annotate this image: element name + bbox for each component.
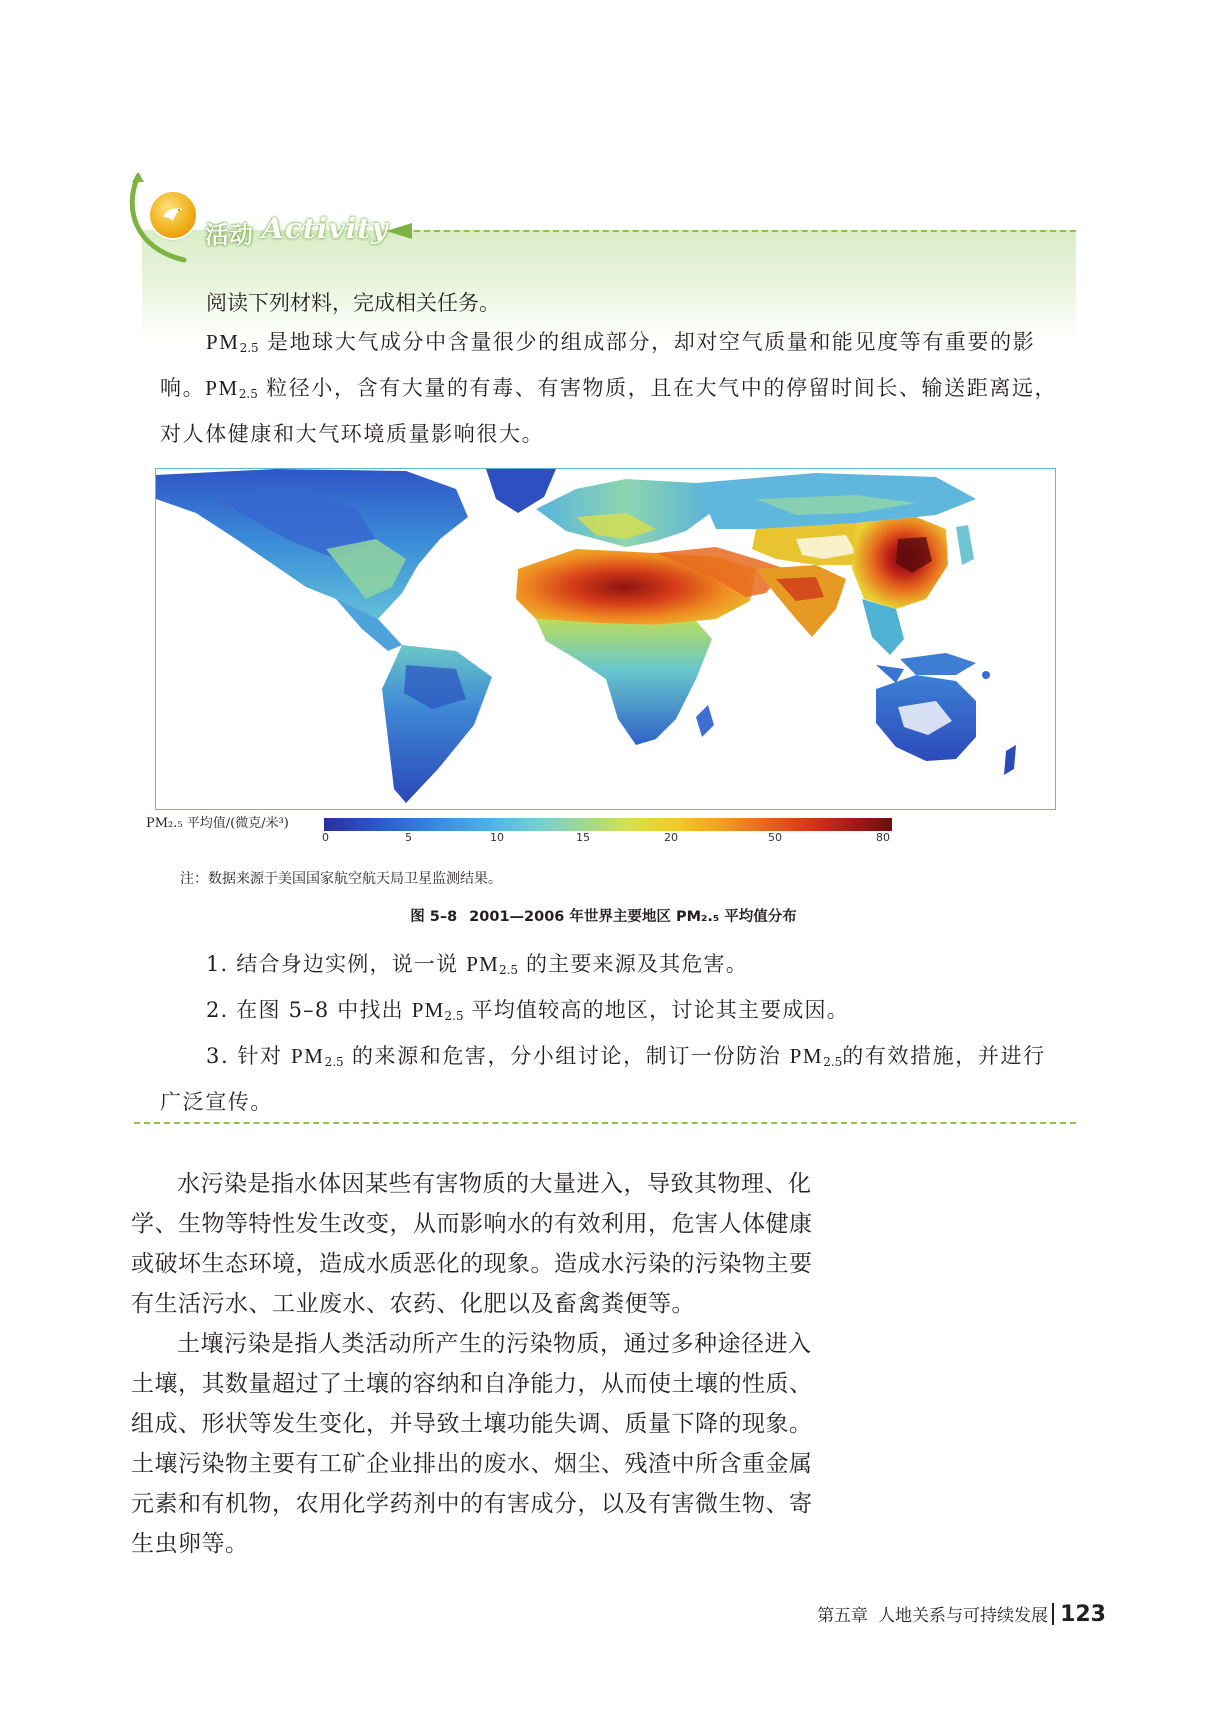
page-number: 123 — [1060, 1602, 1106, 1627]
world-pm25-map — [155, 468, 1056, 810]
main-text — [131, 1164, 827, 1564]
legend-tick: 15 — [576, 831, 590, 844]
legend-tick: 5 — [405, 831, 412, 844]
pm-subscript: 2.5 — [239, 341, 259, 355]
pm-label: PM — [411, 998, 445, 1022]
pm-label: PM — [206, 330, 240, 354]
task-text: 1. 结合身边实例，说一说 — [206, 952, 459, 976]
figure-note: 注：数据来源于美国国家航空航天局卫星监测结果。 — [180, 871, 502, 887]
task-text: 的有效措施，并进行广泛宣传。 — [160, 1044, 1046, 1114]
pm-label: PM — [789, 1044, 824, 1068]
footer-separator — [1052, 1603, 1054, 1625]
pm-label: PM — [466, 952, 499, 976]
activity-intro: 阅读下列材料，完成相关任务。 — [206, 291, 500, 315]
task-text: 的来源和危害，分小组讨论，制订一份防治 — [351, 1044, 782, 1068]
pm-subscript: 2.5 — [238, 387, 258, 401]
legend-tick: 20 — [664, 831, 678, 844]
chapter-number: 第五章 — [817, 1606, 869, 1626]
chapter-title: 人地关系与可持续发展 — [878, 1606, 1049, 1626]
legend-tick: 10 — [490, 831, 504, 844]
legend-colorbar — [324, 818, 892, 831]
paragraph-part-a: 是地球大气成分中含量很少的组成部分，却对空气质量和能见度等有重要的影响。 — [160, 330, 1036, 400]
figure-number: 图 5–8 — [410, 909, 458, 925]
figure-caption-text: 2001—2006 年世界主要地区 PM₂.₅ 平均值分布 — [469, 909, 797, 925]
task-text: 2. 在图 5–8 中找出 — [206, 998, 404, 1022]
activity-subtitle: Activity — [262, 212, 389, 245]
activity-arrow-icon — [386, 223, 412, 239]
pm-subscript: 2.5 — [324, 1055, 344, 1069]
water-pollution-paragraph: 水污染是指水体因某些有害物质的大量进入，导致其物理、化学、生物等特性发生改变，从而影响水的有效利用，危害人体健康或破坏生态环境，造成水质恶化的现象。造成水污染的污染物主要有生活污水、工业废水、农药、化肥以及畜禽粪便等。 — [131, 1171, 813, 1317]
legend-tick: 50 — [768, 831, 782, 844]
activity-dove-icon — [150, 192, 196, 238]
activity-tasks — [160, 944, 1060, 1122]
pm-subscript: 2.5 — [444, 1009, 464, 1023]
activity-divider-bottom — [134, 1122, 1076, 1124]
activity-title: 活动 — [205, 221, 253, 249]
page-footer — [817, 1601, 1106, 1627]
task-item — [160, 1036, 1060, 1122]
pm-label: PM — [291, 1044, 325, 1068]
task-text: 平均值较高的地区，讨论其主要成因。 — [471, 998, 849, 1022]
world-map-graphic — [156, 469, 1055, 809]
task-text: 3. 针对 — [206, 1044, 283, 1068]
soil-pollution-paragraph: 土壤污染是指人类活动所产生的污染物质，通过多种途径进入土壤，其数量超过了土壤的容纳和自净能力，从而使土壤的性质、组成、形状等发生变化，并导致土壤功能失调、质量下降的现象。土壤污染物主要有工矿企业排出的废水、烟尘、残渣中所含重金属元素和有机物，农用化学药剂中的有害成分，以及有害微生物、寄生虫卵等。 — [131, 1331, 813, 1557]
pm-label: PM — [205, 376, 239, 400]
task-item — [160, 990, 1060, 1036]
task-item — [160, 944, 1060, 990]
figure-caption — [0, 905, 1207, 926]
legend-tick: 0 — [322, 831, 329, 844]
pm-subscript: 2.5 — [498, 963, 519, 977]
task-text: 的主要来源及其危害。 — [525, 952, 748, 976]
pm-subscript: 2.5 — [823, 1055, 843, 1069]
legend-title: PM₂.₅ 平均值/(微克/米³) — [146, 816, 289, 831]
legend-tick: 80 — [876, 831, 890, 844]
paragraph-part-b: 粒径小，含有大量的有毒、有害物质，且在大气中的停留时间长、输送距离远，对人体健康和大气环境质量影响很大。 — [160, 376, 1058, 446]
activity-divider-top — [414, 230, 1076, 232]
activity-paragraph — [160, 322, 1060, 454]
